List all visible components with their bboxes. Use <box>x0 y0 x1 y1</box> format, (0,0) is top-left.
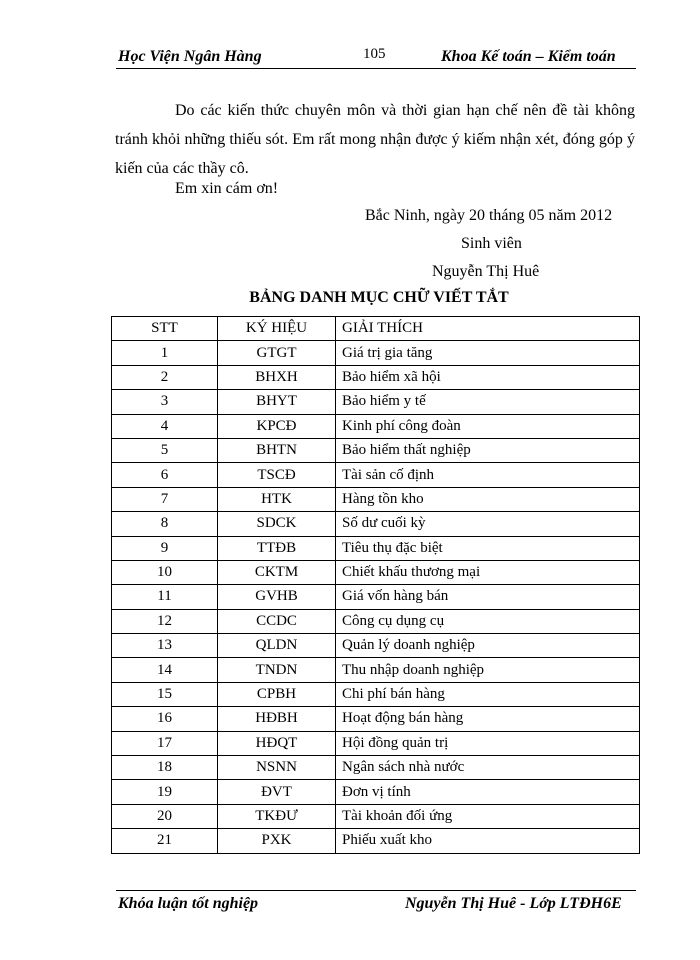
row-symbol: GTGT <box>218 341 336 365</box>
row-explanation: Tài khoản đối ứng <box>336 804 640 828</box>
row-explanation: Ngân sách nhà nước <box>336 756 640 780</box>
abbreviation-table <box>111 316 640 854</box>
row-explanation: Tài sản cố định <box>336 463 640 487</box>
closing-paragraph-text: Do các kiến thức chuyên môn và thời gian hạn chế nên đề tài không tránh khỏi những thiếu sót. Em rất mong nhận được ý kiếm nhận xét, đóng góp ý kiến của các thầy cô. <box>115 102 635 177</box>
row-stt: 16 <box>112 707 218 731</box>
table-row <box>112 512 640 536</box>
page-number: 105 <box>363 46 386 62</box>
table-row <box>112 756 640 780</box>
row-explanation: Phiếu xuất kho <box>336 829 640 853</box>
row-stt: 17 <box>112 731 218 755</box>
table-row <box>112 707 640 731</box>
place-date: Bắc Ninh, ngày 20 tháng 05 năm 2012 <box>365 207 613 224</box>
table-row <box>112 731 640 755</box>
row-explanation: Đơn vị tính <box>336 780 640 804</box>
row-stt: 20 <box>112 804 218 828</box>
table-body <box>112 341 640 853</box>
row-explanation: Kinh phí công đoàn <box>336 414 640 438</box>
table-row <box>112 365 640 389</box>
row-symbol: ĐVT <box>218 780 336 804</box>
table-row <box>112 463 640 487</box>
signature-role: Sinh viên <box>461 235 522 252</box>
table-row <box>112 560 640 584</box>
row-symbol: NSNN <box>218 756 336 780</box>
table-row <box>112 658 640 682</box>
row-stt: 9 <box>112 536 218 560</box>
row-explanation: Chiết khấu thương mại <box>336 560 640 584</box>
footer-rule <box>116 890 636 891</box>
row-stt: 19 <box>112 780 218 804</box>
table-row <box>112 804 640 828</box>
row-symbol: CCDC <box>218 609 336 633</box>
row-stt: 13 <box>112 634 218 658</box>
row-symbol: GVHB <box>218 585 336 609</box>
row-stt: 8 <box>112 512 218 536</box>
header-school: Học Viện Ngân Hàng <box>118 48 262 65</box>
row-stt: 6 <box>112 463 218 487</box>
row-explanation: Bảo hiểm y tế <box>336 390 640 414</box>
row-explanation: Giá trị gia tăng <box>336 341 640 365</box>
table-title: BẢNG DANH MỤC CHỮ VIẾT TẮT <box>249 289 509 306</box>
row-stt: 2 <box>112 365 218 389</box>
table-row <box>112 829 640 853</box>
row-explanation: Thu nhập doanh nghiệp <box>336 658 640 682</box>
footer-author: Nguyễn Thị Huê - Lớp LTĐH6E <box>405 895 622 912</box>
row-explanation: Bảo hiểm thất nghiệp <box>336 438 640 462</box>
table-row <box>112 682 640 706</box>
row-stt: 12 <box>112 609 218 633</box>
row-explanation: Hội đồng quản trị <box>336 731 640 755</box>
table-row <box>112 780 640 804</box>
row-stt: 10 <box>112 560 218 584</box>
row-symbol: SDCK <box>218 512 336 536</box>
header-rule <box>116 68 636 69</box>
table-row <box>112 536 640 560</box>
row-stt: 4 <box>112 414 218 438</box>
row-stt: 14 <box>112 658 218 682</box>
row-stt: 21 <box>112 829 218 853</box>
row-stt: 7 <box>112 487 218 511</box>
header-faculty: Khoa Kế toán – Kiểm toán <box>441 48 616 65</box>
table-row <box>112 609 640 633</box>
thanks-line: Em xin cám ơn! <box>175 180 279 197</box>
row-symbol: TSCĐ <box>218 463 336 487</box>
signature-name: Nguyễn Thị Huê <box>432 263 540 280</box>
table-row <box>112 585 640 609</box>
row-explanation: Tiêu thụ đặc biệt <box>336 536 640 560</box>
row-symbol: BHYT <box>218 390 336 414</box>
table-row <box>112 634 640 658</box>
row-explanation: Công cụ dụng cụ <box>336 609 640 633</box>
row-symbol: HTK <box>218 487 336 511</box>
row-explanation: Số dư cuối kỳ <box>336 512 640 536</box>
row-symbol: BHTN <box>218 438 336 462</box>
row-symbol: BHXH <box>218 365 336 389</box>
row-symbol: CKTM <box>218 560 336 584</box>
row-stt: 5 <box>112 438 218 462</box>
table-row <box>112 414 640 438</box>
table-row <box>112 390 640 414</box>
row-stt: 1 <box>112 341 218 365</box>
header-stt: STT <box>112 317 218 341</box>
table-header-row <box>112 317 640 341</box>
table-row <box>112 438 640 462</box>
row-explanation: Quản lý doanh nghiệp <box>336 634 640 658</box>
row-explanation: Hoạt động bán hàng <box>336 707 640 731</box>
row-symbol: TTĐB <box>218 536 336 560</box>
row-explanation: Giá vốn hàng bán <box>336 585 640 609</box>
closing-paragraph <box>115 96 635 183</box>
row-explanation: Chi phí bán hàng <box>336 682 640 706</box>
row-symbol: QLDN <box>218 634 336 658</box>
row-symbol: HĐBH <box>218 707 336 731</box>
row-symbol: CPBH <box>218 682 336 706</box>
row-symbol: TKĐƯ <box>218 804 336 828</box>
row-stt: 3 <box>112 390 218 414</box>
row-symbol: KPCĐ <box>218 414 336 438</box>
row-symbol: TNDN <box>218 658 336 682</box>
row-stt: 15 <box>112 682 218 706</box>
row-symbol: HĐQT <box>218 731 336 755</box>
table-row <box>112 341 640 365</box>
row-stt: 11 <box>112 585 218 609</box>
table-row <box>112 487 640 511</box>
footer-thesis: Khóa luận tốt nghiệp <box>118 895 259 912</box>
row-symbol: PXK <box>218 829 336 853</box>
header-explanation: GIẢI THÍCH <box>336 317 640 341</box>
header-symbol: KÝ HIỆU <box>218 317 336 341</box>
row-explanation: Hàng tồn kho <box>336 487 640 511</box>
row-stt: 18 <box>112 756 218 780</box>
row-explanation: Bảo hiểm xã hội <box>336 365 640 389</box>
